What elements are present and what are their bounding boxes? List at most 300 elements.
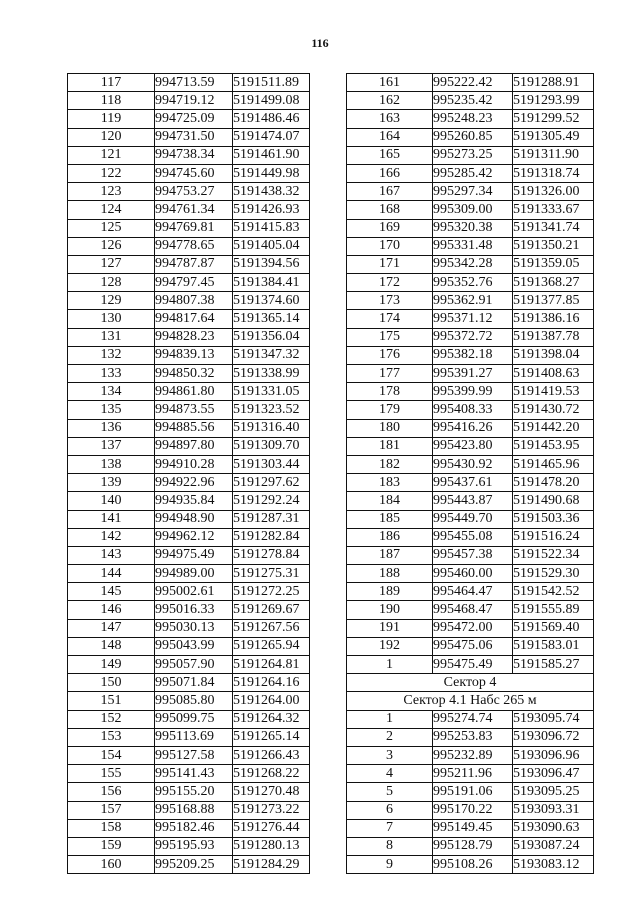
y-coordinate-cell: 5191542.52: [513, 583, 594, 601]
table-row: [347, 801, 594, 819]
table-row: [347, 637, 594, 655]
table-row: [68, 837, 310, 855]
x-coordinate-cell: 995108.26: [433, 856, 513, 874]
point-number-cell: 138: [68, 455, 155, 473]
x-coordinate-cell: 995455.08: [433, 528, 513, 546]
x-coordinate-cell: 995416.26: [433, 419, 513, 437]
y-coordinate-cell: 5193096.72: [513, 728, 594, 746]
point-number-cell: 164: [347, 128, 433, 146]
x-coordinate-cell: 995191.06: [433, 783, 513, 801]
x-coordinate-cell: 995408.33: [433, 401, 513, 419]
point-number-cell: 137: [68, 437, 155, 455]
table-row: [347, 146, 594, 164]
y-coordinate-cell: 5191516.24: [513, 528, 594, 546]
point-number-cell: 136: [68, 419, 155, 437]
y-coordinate-cell: 5191465.96: [513, 455, 594, 473]
y-coordinate-cell: 5193090.63: [513, 819, 594, 837]
point-number-cell: 177: [347, 365, 433, 383]
x-coordinate-cell: 995331.48: [433, 237, 513, 255]
y-coordinate-cell: 5191569.40: [513, 619, 594, 637]
point-number-cell: 6: [347, 801, 433, 819]
point-number-cell: 125: [68, 219, 155, 237]
x-coordinate-cell: 994948.90: [155, 510, 233, 528]
x-coordinate-cell: 994922.96: [155, 474, 233, 492]
table-row: [68, 637, 310, 655]
y-coordinate-cell: 5191264.32: [233, 710, 310, 728]
table-row: [347, 656, 594, 674]
x-coordinate-cell: 995320.38: [433, 219, 513, 237]
y-coordinate-cell: 5191374.60: [233, 292, 310, 310]
point-number-cell: 131: [68, 328, 155, 346]
y-coordinate-cell: 5191490.68: [513, 492, 594, 510]
point-number-cell: 167: [347, 183, 433, 201]
y-coordinate-cell: 5191292.24: [233, 492, 310, 510]
y-coordinate-cell: 5191438.32: [233, 183, 310, 201]
page-number: 116: [311, 36, 329, 50]
point-number-cell: 171: [347, 255, 433, 273]
table-row: [347, 92, 594, 110]
table-row: [68, 728, 310, 746]
y-coordinate-cell: 5191474.07: [233, 128, 310, 146]
point-number-cell: 188: [347, 565, 433, 583]
y-coordinate-cell: 5191347.32: [233, 346, 310, 364]
x-coordinate-cell: 994828.23: [155, 328, 233, 346]
table-row: [68, 201, 310, 219]
point-number-cell: 172: [347, 274, 433, 292]
y-coordinate-cell: 5191297.62: [233, 474, 310, 492]
x-coordinate-cell: 995362.91: [433, 292, 513, 310]
table-row: [68, 801, 310, 819]
x-coordinate-cell: 995030.13: [155, 619, 233, 637]
table-row: [347, 274, 594, 292]
table-row: [68, 510, 310, 528]
point-number-cell: 130: [68, 310, 155, 328]
table-row: [347, 74, 594, 92]
y-coordinate-cell: 5191408.63: [513, 365, 594, 383]
table-row: [68, 74, 310, 92]
sector-title: Сектор 4: [347, 674, 594, 692]
y-coordinate-cell: 5191503.36: [513, 510, 594, 528]
y-coordinate-cell: 5191387.78: [513, 328, 594, 346]
point-number-cell: 118: [68, 92, 155, 110]
x-coordinate-cell: 995464.47: [433, 583, 513, 601]
x-coordinate-cell: 994873.55: [155, 401, 233, 419]
table-row: [347, 837, 594, 855]
x-coordinate-cell: 994817.64: [155, 310, 233, 328]
table-row: [347, 474, 594, 492]
table-row: [68, 365, 310, 383]
table-row: [68, 528, 310, 546]
point-number-cell: 191: [347, 619, 433, 637]
x-coordinate-cell: 995127.58: [155, 746, 233, 764]
y-coordinate-cell: 5191266.43: [233, 746, 310, 764]
y-coordinate-cell: 5191293.99: [513, 92, 594, 110]
table-row: [347, 419, 594, 437]
table-row: [68, 692, 310, 710]
y-coordinate-cell: 5191269.67: [233, 601, 310, 619]
y-coordinate-cell: 5191442.20: [513, 419, 594, 437]
table-row: [68, 110, 310, 128]
table-row: [347, 128, 594, 146]
table-row: [68, 219, 310, 237]
table-row: [347, 401, 594, 419]
table-row: [68, 455, 310, 473]
x-coordinate-cell: 994725.09: [155, 110, 233, 128]
subsector-title: Сектор 4.1 Набс 265 м: [347, 692, 594, 710]
point-number-cell: 184: [347, 492, 433, 510]
y-coordinate-cell: 5191585.27: [513, 656, 594, 674]
x-coordinate-cell: 994713.59: [155, 74, 233, 92]
table-row: [68, 819, 310, 837]
point-number-cell: 154: [68, 746, 155, 764]
table-row: [347, 328, 594, 346]
section-row: [347, 692, 594, 710]
y-coordinate-cell: 5191368.27: [513, 274, 594, 292]
x-coordinate-cell: 994797.45: [155, 274, 233, 292]
table-row: [68, 237, 310, 255]
y-coordinate-cell: 5191299.52: [513, 110, 594, 128]
y-coordinate-cell: 5191272.25: [233, 583, 310, 601]
table-row: [68, 710, 310, 728]
y-coordinate-cell: 5193095.25: [513, 783, 594, 801]
point-number-cell: 176: [347, 346, 433, 364]
table-row: [68, 128, 310, 146]
table-row: [68, 292, 310, 310]
x-coordinate-cell: 995430.92: [433, 455, 513, 473]
right-coordinates-table: [346, 73, 594, 874]
y-coordinate-cell: 5191350.21: [513, 237, 594, 255]
x-coordinate-cell: 994745.60: [155, 164, 233, 182]
x-coordinate-cell: 994850.32: [155, 365, 233, 383]
y-coordinate-cell: 5191384.41: [233, 274, 310, 292]
table-row: [347, 510, 594, 528]
x-coordinate-cell: 995297.34: [433, 183, 513, 201]
x-coordinate-cell: 995352.76: [433, 274, 513, 292]
x-coordinate-cell: 995168.88: [155, 801, 233, 819]
point-number-cell: 152: [68, 710, 155, 728]
table-row: [68, 183, 310, 201]
y-coordinate-cell: 5191499.08: [233, 92, 310, 110]
table-row: [347, 383, 594, 401]
x-coordinate-cell: 995457.38: [433, 546, 513, 564]
y-coordinate-cell: 5191270.48: [233, 783, 310, 801]
y-coordinate-cell: 5193083.12: [513, 856, 594, 874]
y-coordinate-cell: 5191583.01: [513, 637, 594, 655]
point-number-cell: 143: [68, 546, 155, 564]
table-row: [68, 474, 310, 492]
table-row: [68, 601, 310, 619]
table-row: [68, 164, 310, 182]
y-coordinate-cell: 5191426.93: [233, 201, 310, 219]
point-number-cell: 181: [347, 437, 433, 455]
y-coordinate-cell: 5193095.74: [513, 710, 594, 728]
y-coordinate-cell: 5191522.34: [513, 546, 594, 564]
table-row: [347, 492, 594, 510]
point-number-cell: 189: [347, 583, 433, 601]
point-number-cell: 8: [347, 837, 433, 855]
x-coordinate-cell: 995211.96: [433, 765, 513, 783]
y-coordinate-cell: 5191326.00: [513, 183, 594, 201]
y-coordinate-cell: 5191267.56: [233, 619, 310, 637]
table-row: [68, 401, 310, 419]
y-coordinate-cell: 5193096.96: [513, 746, 594, 764]
point-number-cell: 153: [68, 728, 155, 746]
x-coordinate-cell: 995057.90: [155, 656, 233, 674]
y-coordinate-cell: 5191303.44: [233, 455, 310, 473]
x-coordinate-cell: 995248.23: [433, 110, 513, 128]
table-row: [68, 583, 310, 601]
x-coordinate-cell: 995141.43: [155, 765, 233, 783]
point-number-cell: 144: [68, 565, 155, 583]
point-number-cell: 117: [68, 74, 155, 92]
point-number-cell: 175: [347, 328, 433, 346]
table-row: [347, 819, 594, 837]
table-row: [347, 237, 594, 255]
table-row: [68, 383, 310, 401]
table-row: [68, 419, 310, 437]
x-coordinate-cell: 995209.25: [155, 856, 233, 874]
point-number-cell: 179: [347, 401, 433, 419]
x-coordinate-cell: 994719.12: [155, 92, 233, 110]
y-coordinate-cell: 5191305.49: [513, 128, 594, 146]
point-number-cell: 121: [68, 146, 155, 164]
x-coordinate-cell: 995382.18: [433, 346, 513, 364]
point-number-cell: 142: [68, 528, 155, 546]
point-number-cell: 163: [347, 110, 433, 128]
x-coordinate-cell: 995016.33: [155, 601, 233, 619]
y-coordinate-cell: 5191309.70: [233, 437, 310, 455]
point-number-cell: 134: [68, 383, 155, 401]
point-number-cell: 9: [347, 856, 433, 874]
y-coordinate-cell: 5191338.99: [233, 365, 310, 383]
table-row: [347, 583, 594, 601]
x-coordinate-cell: 995475.06: [433, 637, 513, 655]
point-number-cell: 150: [68, 674, 155, 692]
y-coordinate-cell: 5191377.85: [513, 292, 594, 310]
table-row: [68, 310, 310, 328]
y-coordinate-cell: 5191264.16: [233, 674, 310, 692]
table-row: [347, 728, 594, 746]
table-row: [347, 310, 594, 328]
point-number-cell: 2: [347, 728, 433, 746]
x-coordinate-cell: 995460.00: [433, 565, 513, 583]
table-row: [68, 656, 310, 674]
table-row: [68, 92, 310, 110]
table-row: [347, 565, 594, 583]
point-number-cell: 182: [347, 455, 433, 473]
table-row: [347, 292, 594, 310]
y-coordinate-cell: 5191276.44: [233, 819, 310, 837]
y-coordinate-cell: 5191282.84: [233, 528, 310, 546]
x-coordinate-cell: 995399.99: [433, 383, 513, 401]
x-coordinate-cell: 995222.42: [433, 74, 513, 92]
y-coordinate-cell: 5191356.04: [233, 328, 310, 346]
x-coordinate-cell: 995372.72: [433, 328, 513, 346]
point-number-cell: 5: [347, 783, 433, 801]
y-coordinate-cell: 5191449.98: [233, 164, 310, 182]
point-number-cell: 1: [347, 656, 433, 674]
point-number-cell: 149: [68, 656, 155, 674]
point-number-cell: 168: [347, 201, 433, 219]
y-coordinate-cell: 5191318.74: [513, 164, 594, 182]
point-number-cell: 147: [68, 619, 155, 637]
y-coordinate-cell: 5191486.46: [233, 110, 310, 128]
table-row: [347, 765, 594, 783]
point-number-cell: 187: [347, 546, 433, 564]
x-coordinate-cell: 995437.61: [433, 474, 513, 492]
table-row: [68, 746, 310, 764]
x-coordinate-cell: 995195.93: [155, 837, 233, 855]
y-coordinate-cell: 5191333.67: [513, 201, 594, 219]
table-row: [68, 765, 310, 783]
table-row: [68, 328, 310, 346]
x-coordinate-cell: 995472.00: [433, 619, 513, 637]
table-row: [68, 274, 310, 292]
x-coordinate-cell: 995002.61: [155, 583, 233, 601]
point-number-cell: 157: [68, 801, 155, 819]
x-coordinate-cell: 995475.49: [433, 656, 513, 674]
y-coordinate-cell: 5191284.29: [233, 856, 310, 874]
table-row: [68, 437, 310, 455]
x-coordinate-cell: 995423.80: [433, 437, 513, 455]
x-coordinate-cell: 995099.75: [155, 710, 233, 728]
x-coordinate-cell: 994753.27: [155, 183, 233, 201]
table-row: [68, 783, 310, 801]
x-coordinate-cell: 994910.28: [155, 455, 233, 473]
x-coordinate-cell: 995085.80: [155, 692, 233, 710]
y-coordinate-cell: 5193087.24: [513, 837, 594, 855]
x-coordinate-cell: 995232.89: [433, 746, 513, 764]
point-number-cell: 146: [68, 601, 155, 619]
table-row: [347, 710, 594, 728]
y-coordinate-cell: 5191265.94: [233, 637, 310, 655]
y-coordinate-cell: 5191288.91: [513, 74, 594, 92]
x-coordinate-cell: 995155.20: [155, 783, 233, 801]
x-coordinate-cell: 995113.69: [155, 728, 233, 746]
point-number-cell: 128: [68, 274, 155, 292]
point-number-cell: 123: [68, 183, 155, 201]
point-number-cell: 159: [68, 837, 155, 855]
table-row: [347, 255, 594, 273]
x-coordinate-cell: 995128.79: [433, 837, 513, 855]
point-number-cell: 126: [68, 237, 155, 255]
table-row: [347, 164, 594, 182]
y-coordinate-cell: 5191316.40: [233, 419, 310, 437]
point-number-cell: 169: [347, 219, 433, 237]
table-row: [68, 146, 310, 164]
x-coordinate-cell: 994787.87: [155, 255, 233, 273]
left-coordinates-table: [67, 73, 310, 874]
x-coordinate-cell: 995253.83: [433, 728, 513, 746]
table-row: [347, 783, 594, 801]
x-coordinate-cell: 994769.81: [155, 219, 233, 237]
y-coordinate-cell: 5191461.90: [233, 146, 310, 164]
x-coordinate-cell: 994975.49: [155, 546, 233, 564]
left-table-body: [68, 74, 310, 874]
x-coordinate-cell: 994897.80: [155, 437, 233, 455]
point-number-cell: 190: [347, 601, 433, 619]
point-number-cell: 155: [68, 765, 155, 783]
point-number-cell: 162: [347, 92, 433, 110]
point-number-cell: 192: [347, 637, 433, 655]
point-number-cell: 160: [68, 856, 155, 874]
x-coordinate-cell: 995449.70: [433, 510, 513, 528]
point-number-cell: 166: [347, 164, 433, 182]
point-number-cell: 183: [347, 474, 433, 492]
point-number-cell: 178: [347, 383, 433, 401]
x-coordinate-cell: 995260.85: [433, 128, 513, 146]
point-number-cell: 124: [68, 201, 155, 219]
y-coordinate-cell: 5191430.72: [513, 401, 594, 419]
y-coordinate-cell: 5191555.89: [513, 601, 594, 619]
point-number-cell: 129: [68, 292, 155, 310]
y-coordinate-cell: 5191529.30: [513, 565, 594, 583]
x-coordinate-cell: 995285.42: [433, 164, 513, 182]
point-number-cell: 186: [347, 528, 433, 546]
table-row: [68, 619, 310, 637]
point-number-cell: 3: [347, 746, 433, 764]
y-coordinate-cell: 5191405.04: [233, 237, 310, 255]
table-row: [68, 346, 310, 364]
x-coordinate-cell: 995391.27: [433, 365, 513, 383]
table-row: [347, 746, 594, 764]
table-row: [347, 183, 594, 201]
point-number-cell: 170: [347, 237, 433, 255]
y-coordinate-cell: 5191415.83: [233, 219, 310, 237]
y-coordinate-cell: 5191280.13: [233, 837, 310, 855]
y-coordinate-cell: 5191278.84: [233, 546, 310, 564]
point-number-cell: 122: [68, 164, 155, 182]
x-coordinate-cell: 994807.38: [155, 292, 233, 310]
table-row: [347, 110, 594, 128]
y-coordinate-cell: 5191478.20: [513, 474, 594, 492]
point-number-cell: 135: [68, 401, 155, 419]
x-coordinate-cell: 995149.45: [433, 819, 513, 837]
point-number-cell: 139: [68, 474, 155, 492]
point-number-cell: 174: [347, 310, 433, 328]
table-row: [347, 619, 594, 637]
point-number-cell: 133: [68, 365, 155, 383]
y-coordinate-cell: 5191341.74: [513, 219, 594, 237]
point-number-cell: 151: [68, 692, 155, 710]
x-coordinate-cell: 995309.00: [433, 201, 513, 219]
x-coordinate-cell: 994935.84: [155, 492, 233, 510]
point-number-cell: 180: [347, 419, 433, 437]
y-coordinate-cell: 5191331.05: [233, 383, 310, 401]
x-coordinate-cell: 994885.56: [155, 419, 233, 437]
x-coordinate-cell: 995342.28: [433, 255, 513, 273]
point-number-cell: 156: [68, 783, 155, 801]
y-coordinate-cell: 5191419.53: [513, 383, 594, 401]
y-coordinate-cell: 5191323.52: [233, 401, 310, 419]
point-number-cell: 185: [347, 510, 433, 528]
y-coordinate-cell: 5191398.04: [513, 346, 594, 364]
point-number-cell: 132: [68, 346, 155, 364]
x-coordinate-cell: 995371.12: [433, 310, 513, 328]
table-row: [347, 856, 594, 874]
table-row: [347, 365, 594, 383]
x-coordinate-cell: 995182.46: [155, 819, 233, 837]
y-coordinate-cell: 5191264.00: [233, 692, 310, 710]
y-coordinate-cell: 5191287.31: [233, 510, 310, 528]
x-coordinate-cell: 995468.47: [433, 601, 513, 619]
y-coordinate-cell: 5191268.22: [233, 765, 310, 783]
x-coordinate-cell: 995443.87: [433, 492, 513, 510]
y-coordinate-cell: 5191386.16: [513, 310, 594, 328]
point-number-cell: 140: [68, 492, 155, 510]
y-coordinate-cell: 5191394.56: [233, 255, 310, 273]
y-coordinate-cell: 5191265.14: [233, 728, 310, 746]
